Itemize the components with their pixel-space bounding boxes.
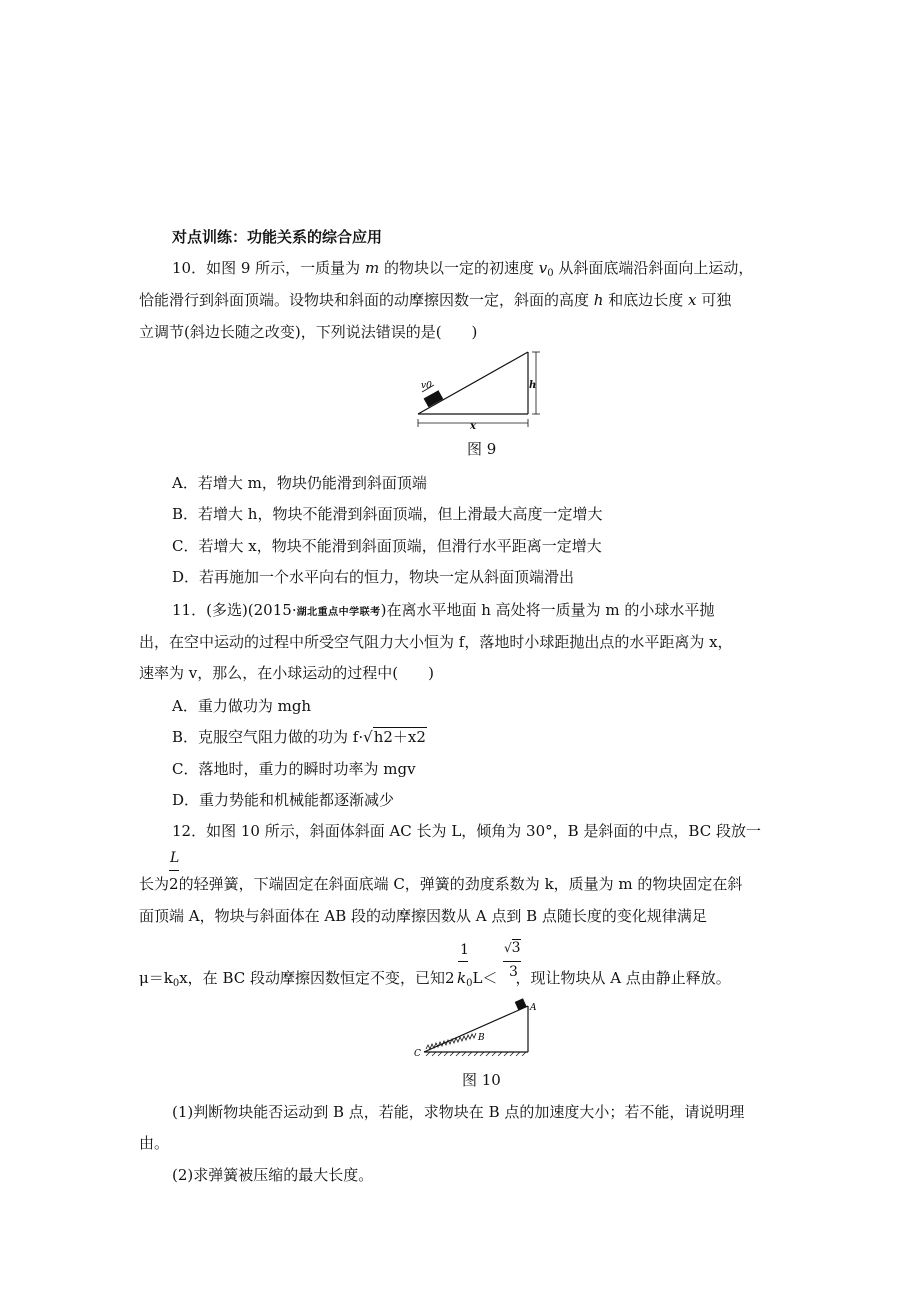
q11-option-a: A．重力做功为 mgh	[172, 697, 312, 715]
q11-option-d: D．重力势能和机械能都逐渐减少	[172, 791, 395, 809]
q12-line3: 面顶端 A，物块与斜面体在 AB 段的动摩擦因数从 A 点到 B 点随长度的变化规律满足	[139, 907, 707, 925]
q11-source: 湖北重点中学联考	[296, 607, 381, 618]
label-h: h	[529, 380, 537, 391]
q10-option-c: C．若增大 x，物块不能滑到斜面顶端，但滑行水平距离一定增大	[172, 537, 602, 555]
figure-9-caption: 图 9	[467, 440, 497, 458]
half-denominator: 2	[445, 969, 455, 987]
spring	[426, 1033, 476, 1049]
q10-line3: 立调节(斜边长随之改变)，下列说法错误的是( )	[139, 323, 478, 341]
frac-L-bar	[169, 870, 179, 871]
q11-option-c: C．落地时，重力的瞬时功率为 mgv	[172, 760, 416, 778]
label-C: C	[414, 1049, 421, 1059]
label-x: x	[470, 421, 476, 432]
q12-sub2: (2)求弹簧被压缩的最大长度。	[172, 1166, 374, 1184]
label-A: A	[530, 1003, 537, 1013]
label-v0: v0	[421, 381, 432, 391]
q10-option-b: B．若增大 h，物块不能滑到斜面顶端，但上滑最大高度一定增大	[172, 505, 603, 523]
q10-option-d: D．若再施加一个水平向右的恒力，物块一定从斜面顶端滑出	[172, 568, 575, 586]
sqrt-sign: √	[363, 728, 373, 746]
label-B: B	[478, 1033, 485, 1043]
q12-sub1-line1: (1)判断物块能否运动到 B 点，若能，求物块在 B 点的加速度大小；若不能，请说明理	[172, 1103, 745, 1121]
incline-hypotenuse	[418, 352, 528, 414]
block	[515, 998, 527, 1010]
q12-line2: 长为2的轻弹簧，下端固定在斜面底端 C，弹簧的劲度系数为 k，质量为 m 的物块固定在斜	[139, 875, 743, 893]
figure-10-caption: 图 10	[462, 1071, 501, 1089]
q12-sub1-line2: 由。	[139, 1134, 170, 1152]
half-numerator: 1	[460, 942, 469, 958]
figure-9-incline-diagram	[412, 346, 552, 432]
figure-10-spring-incline-diagram	[408, 996, 543, 1060]
half-bar	[458, 961, 468, 962]
q10-line1: 10．如图 9 所示，一质量为 m 的物块以一定的初速度 $v_0$ 从斜面底端沿斜面向上运动，	[172, 259, 754, 279]
sqrt-radicand: h2＋x2	[373, 728, 426, 746]
sqrt3-numerator: √3	[504, 940, 521, 956]
q11-option-b: B．克服空气阻力做的功为 f·√h2＋x2	[172, 728, 426, 746]
incline-ac	[424, 1006, 528, 1052]
section-title: 对点训练：功能关系的综合应用	[172, 228, 383, 246]
q11-line3: 速率为 v，那么，在小球运动的过程中( )	[139, 664, 434, 682]
frac-L-denominator: 2	[169, 875, 179, 893]
q12-line4: $\mu=k_0x$，在 BC 段动摩擦因数恒定不变，已知2 $k_0L<$ ，现让物块从 A 点由静止释放。	[139, 969, 731, 989]
sqrt3-bar	[503, 961, 521, 962]
q11-line2: 出，在空中运动的过程中所受空气阻力大小恒为 f，落地时小球距抛出点的水平距离为 x，	[139, 633, 733, 651]
sqrt3-denominator: 3	[509, 964, 518, 980]
q10-line2: 恰能滑行到斜面顶端。设物块和斜面的动摩擦因数一定，斜面的高度 h 和底边长度 x 可独	[139, 291, 732, 309]
q11-line1: 11．(多选)(2015·湖北重点中学联考)在离水平地面 h 高处将一质量为 m 的小球水平抛	[172, 601, 715, 619]
q12-line1: 12．如图 10 所示，斜面体斜面 AC 长为 L，倾角为 30°，B 是斜面的中点，BC 段放一	[172, 822, 761, 840]
q10-option-a: A．若增大 m，物块仍能滑到斜面顶端	[172, 474, 427, 492]
frac-L-numerator: L	[170, 850, 180, 866]
